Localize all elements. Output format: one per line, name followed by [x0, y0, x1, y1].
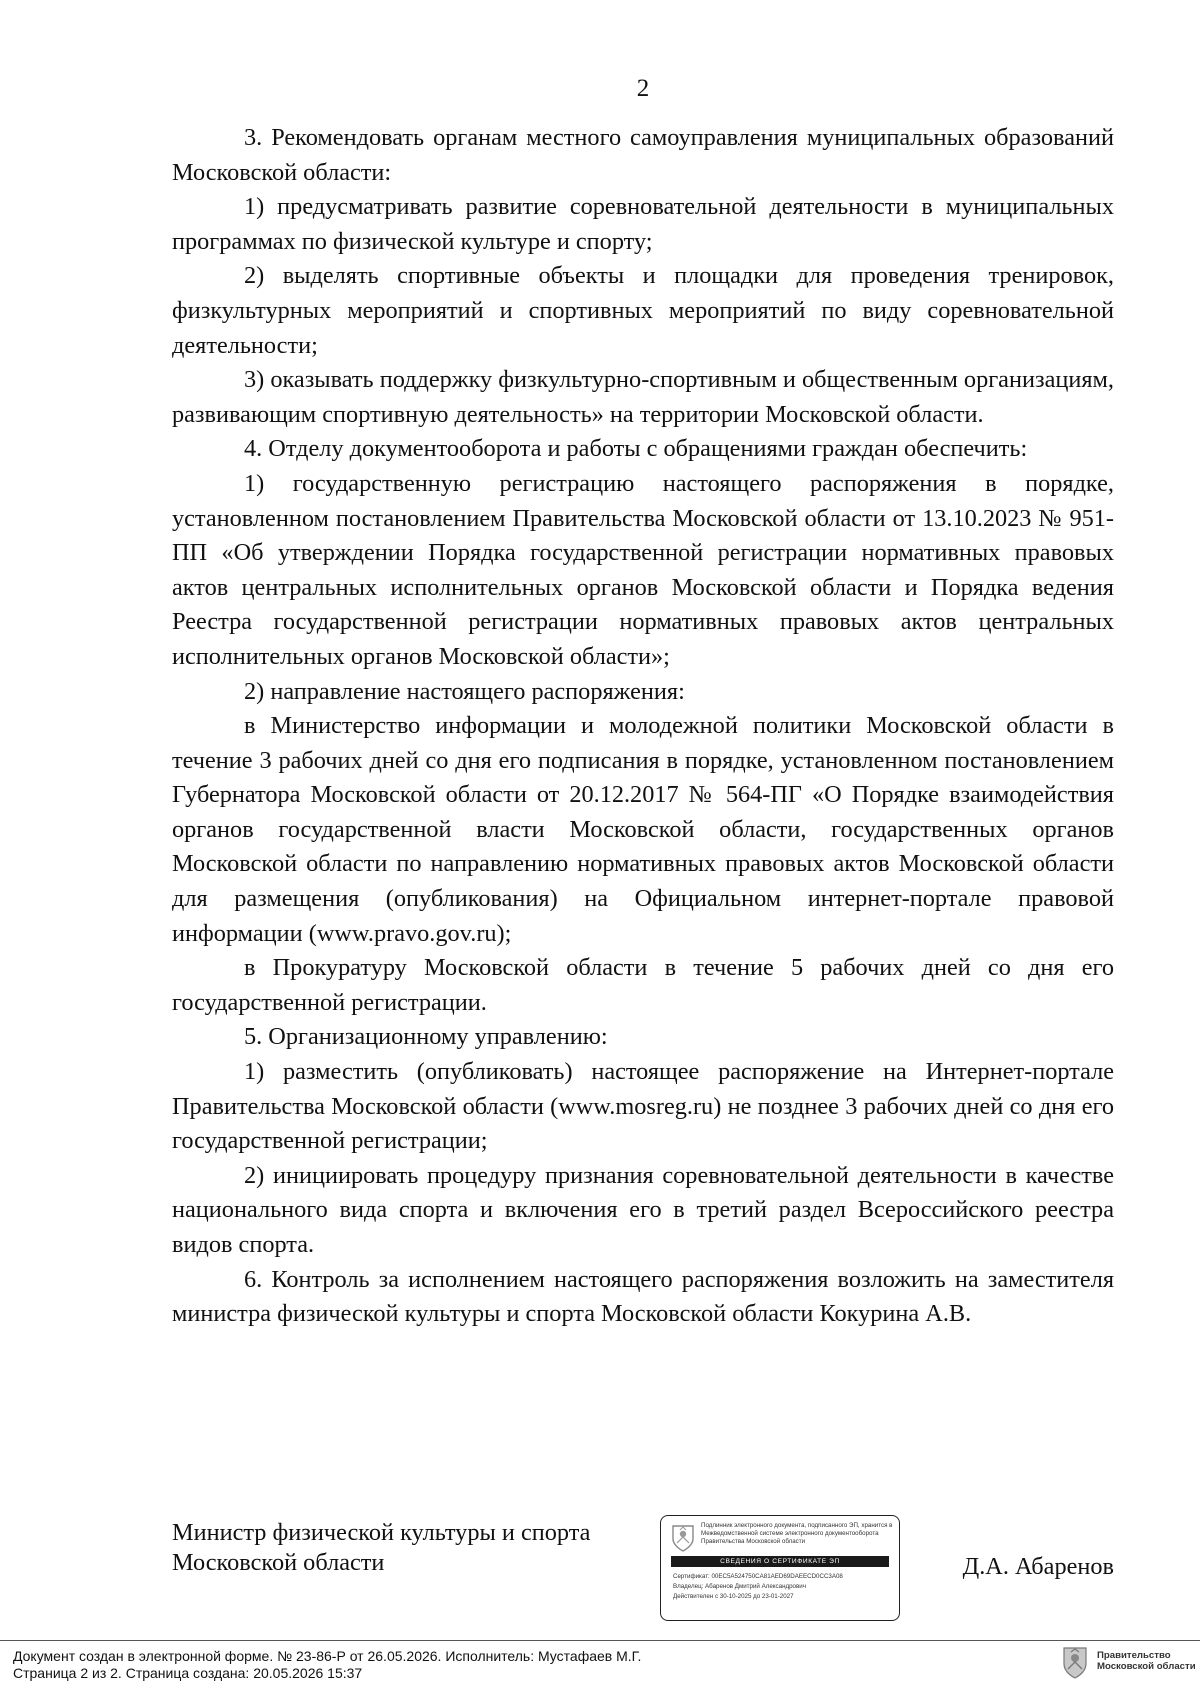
paragraph-4-2-ministry: в Министерство информации и молодежной политики Московской области в течение 3 рабочих дней со дня его подписания в порядке, установленном постановлением Губернатора Московской области от 20.12.2017 № 564-ПГ «О Порядке взаимодействия органов государственной власти Московской области, государственных органов Московской области по направлению нормативных правовых актов Московской области для размещения (опубликования) на Официальном интернет-портале правовой информации (www.pravo.gov.ru);: [172, 712, 1114, 947]
footer-line-2: Страница 2 из 2. Страница создана: 20.05.2026 15:37: [13, 1665, 363, 1681]
logo-text-line1: Правительство: [1097, 1650, 1171, 1661]
electronic-signature-stamp: [660, 1515, 900, 1621]
stamp-owner: Владелец: Абаренов Дмитрий Александрович: [673, 1583, 806, 1590]
signatory-name: Д.А. Абаренов: [962, 1553, 1114, 1580]
government-logo: [1062, 1642, 1200, 1692]
footer-divider: [0, 1640, 1200, 1641]
signature-block: [172, 1515, 1114, 1655]
paragraph-3: 3. Рекомендовать органам местного самоуправления муниципальных образований Московской области:: [172, 124, 1114, 186]
paragraph-5-1: 1) разместить (опубликовать) настоящее распоряжение на Интернет-портале Правительства Московской области (www.mosreg.ru) не позднее 3 рабочих дней со дня его государственной регистрации;: [172, 1058, 1114, 1155]
document-body: [172, 121, 1114, 1332]
coat-of-arms-icon: [671, 1524, 695, 1552]
signatory-title-line2: Московской области: [172, 1548, 385, 1576]
stamp-banner: СВЕДЕНИЯ О СЕРТИФИКАТЕ ЭП: [671, 1556, 889, 1567]
footer-info: [13, 1648, 913, 1682]
signatory-title-line1: Министр физической культуры и спорта: [172, 1519, 591, 1546]
footer-line-1: Документ создан в электронной форме. № 23-86-Р от 26.05.2026. Исполнитель: Мустафаев М.Г.: [13, 1648, 642, 1664]
signatory-title: [172, 1518, 652, 1577]
paragraph-5-2: 2) инициировать процедуру признания соревновательной деятельности в качестве национального вида спорта и включения его в третий раздел Всероссийского реестра видов спорта.: [172, 1161, 1114, 1258]
paragraph-3-1: 1) предусматривать развитие соревновательной деятельности в муниципальных программах по физической культуре и спорту;: [172, 193, 1114, 255]
paragraph-5: 5. Организационному управлению:: [244, 1023, 608, 1051]
paragraph-4-1: 1) государственную регистрацию настоящего распоряжения в порядке, установленном постановлением Правительства Московской области от 13.10.2023 № 951-ПП «Об утверждении Порядка государственной регистрации нормативных правовых актов центральных исполнительных органов Московской области и Порядка ведения Реестра государственной регистрации нормативных правовых актов центральных исполнительных органов Московской области»;: [172, 469, 1114, 670]
paragraph-4-2-prosecutor: в Прокуратуру Московской области в течение 5 рабочих дней со дня его государственной регистрации.: [172, 954, 1114, 1016]
paragraph-6: 6. Контроль за исполнением настоящего распоряжения возложить на заместителя министра физической культуры и спорта Московской области Кокурина А.В.: [172, 1265, 1114, 1328]
coat-of-arms-icon: [1062, 1646, 1088, 1680]
paragraph-4: 4. Отделу документооборота и работы с обращениями граждан обеспечить:: [244, 435, 1028, 463]
page-number: 2: [636, 75, 650, 102]
stamp-details: [673, 1572, 893, 1602]
stamp-header-text: Подлинник электронного документа, подписанного ЭП, хранится в Межведомственной системе электронного документооборота Правительства Московской области: [701, 1522, 893, 1545]
logo-text-line2: Московской области: [1097, 1661, 1196, 1672]
paragraph-3-2: 2) выделять спортивные объекты и площадки для проведения тренировок, физкультурных мероприятий и спортивных мероприятий по виду соревновательной деятельности;: [172, 262, 1114, 359]
stamp-certificate: Сертификат: 00EC5A524750CA81AED69DAEECD0CC3A08: [673, 1573, 843, 1580]
paragraph-4-2: 2) направление настоящего распоряжения:: [244, 677, 685, 705]
paragraph-3-3: 3) оказывать поддержку физкультурно-спортивным и общественным организациям, развивающим спортивную деятельность» на территории Московской области.: [172, 366, 1114, 428]
stamp-validity: Действителен с 30-10-2025 до 23-01-2027: [673, 1593, 794, 1600]
government-logo-text: [1097, 1650, 1197, 1672]
